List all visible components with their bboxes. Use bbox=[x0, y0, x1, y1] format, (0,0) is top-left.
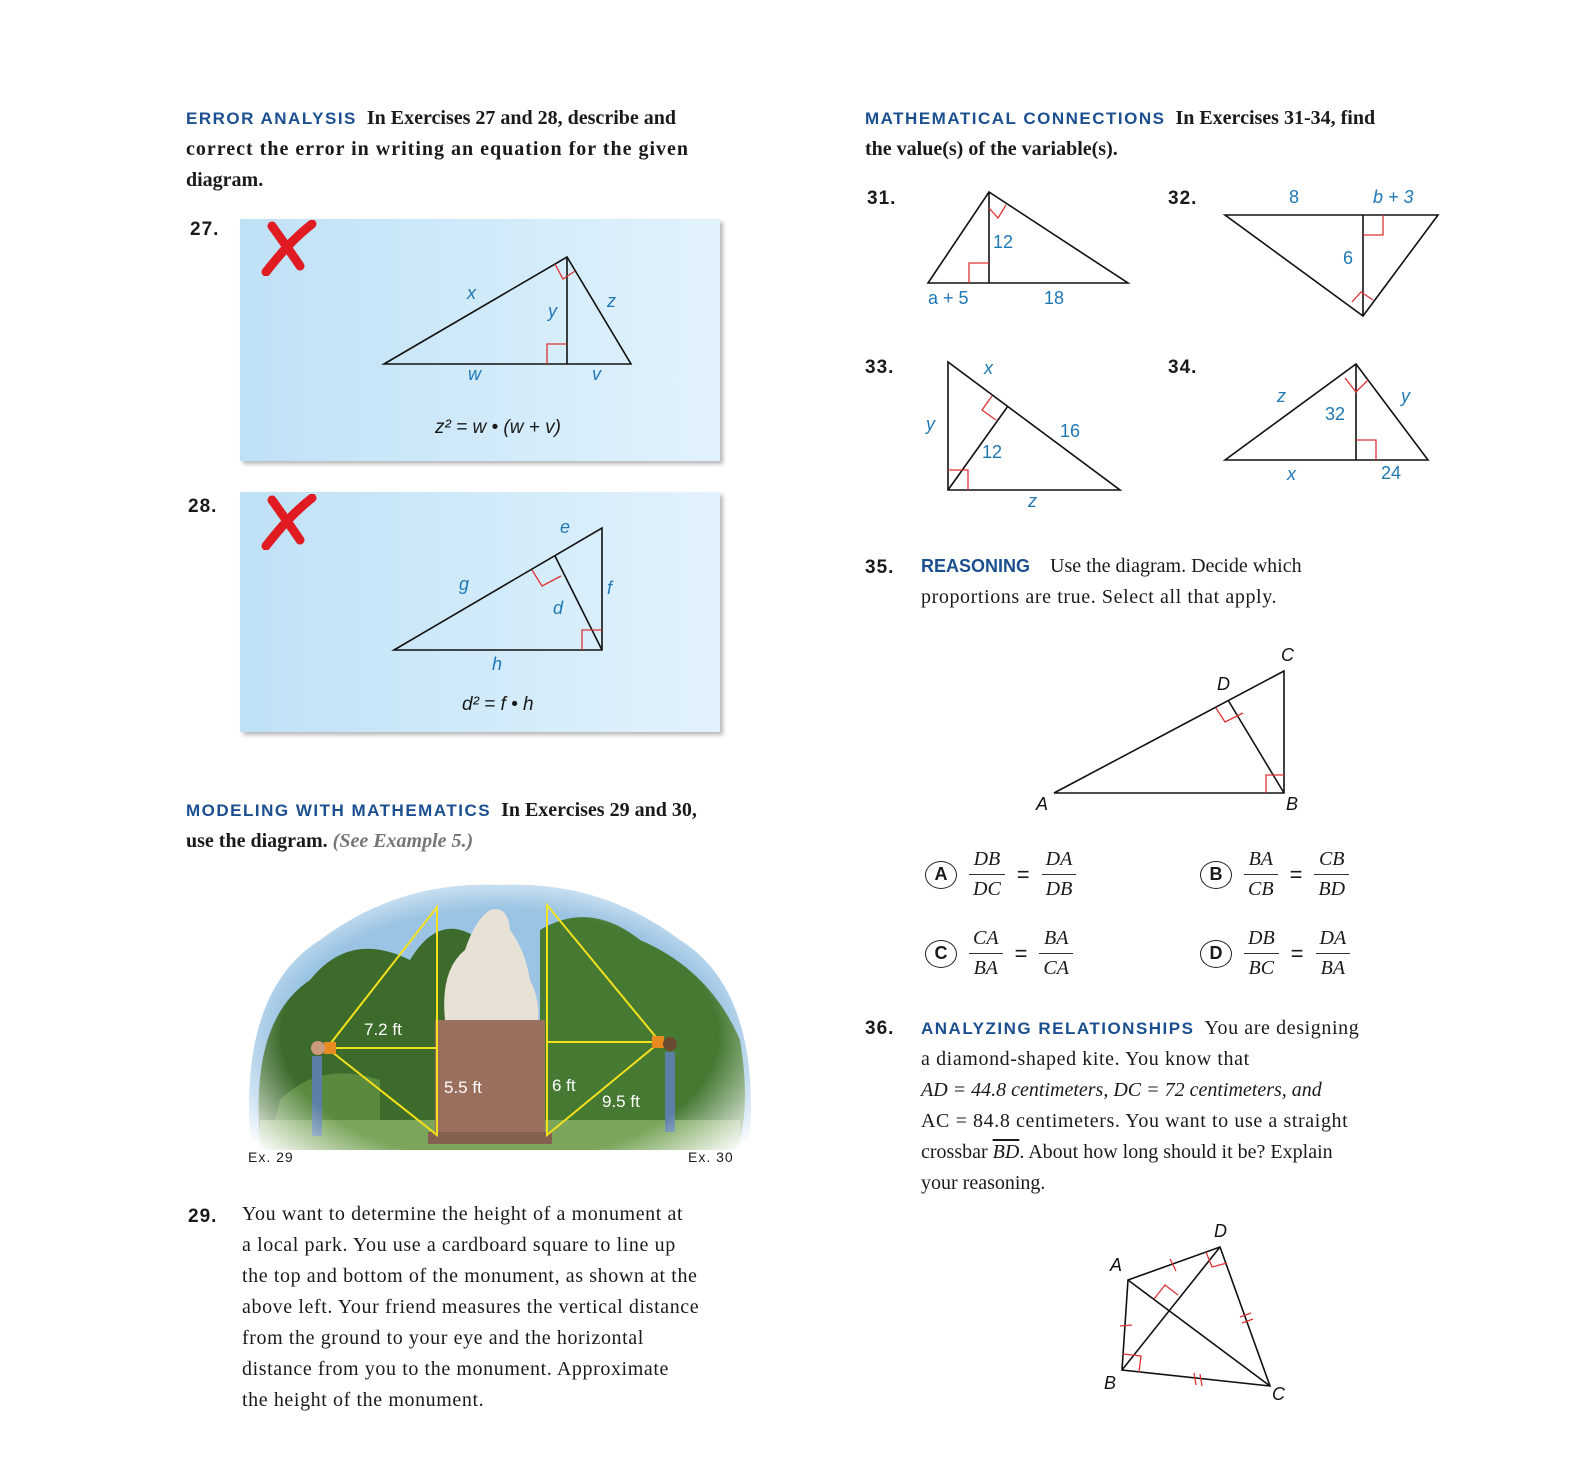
point-a: A bbox=[1110, 1255, 1123, 1275]
equals-sign: = bbox=[1014, 940, 1028, 966]
point-a: A bbox=[1036, 794, 1049, 814]
measure-5-5: 5.5 ft bbox=[444, 1078, 482, 1097]
wrong-x-icon bbox=[258, 494, 318, 550]
choice-d[interactable] bbox=[1200, 927, 1350, 980]
label-b-plus-3: b + 3 bbox=[1373, 187, 1414, 207]
ex36-line4: AC = 84.8 centimeters. You want to use a straight bbox=[921, 1110, 1349, 1132]
label-h: h bbox=[492, 654, 503, 674]
point-d: D bbox=[1217, 674, 1230, 694]
exercise-31-number: 31. bbox=[867, 188, 897, 209]
error-analysis-heading: ERROR ANALYSIS bbox=[186, 109, 357, 128]
point-d: D bbox=[1214, 1221, 1227, 1241]
label-12: 12 bbox=[982, 442, 1003, 462]
math-connections-line1: In Exercises 31-34, find bbox=[1175, 107, 1376, 129]
wrong-x-icon bbox=[258, 220, 318, 276]
monument-illustration bbox=[240, 870, 760, 1170]
exercise-34-number: 34. bbox=[1168, 357, 1198, 378]
label-w: w bbox=[468, 364, 481, 384]
fraction: $\frac{CB}{BD}$ bbox=[1314, 848, 1349, 901]
error-analysis-line3: diagram. bbox=[186, 169, 264, 191]
label-x: x bbox=[467, 283, 476, 303]
choice-b-letter[interactable]: B bbox=[1200, 861, 1232, 889]
label-d: d bbox=[553, 598, 564, 618]
choice-a-letter[interactable]: A bbox=[925, 861, 957, 889]
exercise-32-number: 32. bbox=[1168, 188, 1198, 209]
segment-bd: $\overline{BD}$ bbox=[992, 1141, 1020, 1163]
math-connections-heading: MATHEMATICAL CONNECTIONS bbox=[865, 109, 1166, 128]
exercise-29-number: 29. bbox=[188, 1206, 218, 1227]
exercise-28-equation: d² = f • h bbox=[462, 694, 534, 715]
reasoning-heading: REASONING bbox=[921, 556, 1031, 576]
fraction: $\frac{DB}{DC}$ bbox=[969, 848, 1005, 901]
equals-sign: = bbox=[1289, 861, 1303, 887]
label-6: 6 bbox=[1343, 248, 1354, 268]
exercise-35-text bbox=[921, 551, 1461, 613]
exercise-35-number: 35. bbox=[865, 557, 895, 578]
exercise-27-number: 27. bbox=[190, 219, 220, 240]
label-16: 16 bbox=[1060, 421, 1081, 441]
label-y: y bbox=[548, 301, 557, 321]
measure-6: 6 ft bbox=[552, 1076, 576, 1095]
label-v: v bbox=[592, 364, 601, 384]
math-connections-intro bbox=[865, 103, 1465, 165]
label-z: z bbox=[607, 291, 616, 311]
fraction: $\frac{DA}{BA}$ bbox=[1316, 927, 1351, 980]
measure-9-5: 9.5 ft bbox=[602, 1092, 640, 1111]
choice-b[interactable] bbox=[1200, 848, 1349, 901]
ex29-line: from the ground to your eye and the horizontal bbox=[242, 1327, 644, 1349]
label-g: g bbox=[459, 574, 470, 594]
equals-sign: = bbox=[1016, 861, 1030, 887]
fraction: $\frac{DA}{DB}$ bbox=[1042, 848, 1077, 901]
ex29-line: the height of the monument. bbox=[242, 1389, 485, 1411]
choice-c-letter[interactable]: C bbox=[925, 940, 957, 968]
ex29-line: a local park. You use a cardboard square to line up bbox=[242, 1234, 676, 1256]
label-a-plus-5: a + 5 bbox=[928, 288, 969, 308]
exercise-28-number: 28. bbox=[188, 496, 218, 517]
ex36-line5c: . About how long should it be? Explain bbox=[1019, 1141, 1333, 1163]
ex36-line2: a diamond-shaped kite. You know that bbox=[921, 1048, 1250, 1070]
caption-ex30: Ex. 30 bbox=[688, 1149, 734, 1165]
measure-7-2: 7.2 ft bbox=[364, 1020, 402, 1039]
label-18: 18 bbox=[1044, 288, 1065, 308]
exercise-33-number: 33. bbox=[865, 357, 895, 378]
ex36-line3: AD = 44.8 centimeters, DC = 72 centimeters, and bbox=[921, 1079, 1322, 1101]
label-12: 12 bbox=[993, 232, 1014, 252]
modeling-intro bbox=[186, 795, 806, 857]
exercise-36-kite-diagram bbox=[1090, 1215, 1290, 1405]
ex36-line6: your reasoning. bbox=[921, 1172, 1046, 1194]
ex29-line: distance from you to the monument. Approximate bbox=[242, 1358, 669, 1380]
label-z: z bbox=[1277, 386, 1286, 406]
analyzing-heading: ANALYZING RELATIONSHIPS bbox=[921, 1019, 1195, 1038]
exercise-36-number: 36. bbox=[865, 1018, 895, 1039]
ex36-line5a: crossbar bbox=[921, 1141, 988, 1163]
exercise-32-diagram bbox=[1215, 180, 1455, 325]
monument-photo bbox=[240, 870, 760, 1170]
choice-d-letter[interactable]: D bbox=[1200, 940, 1232, 968]
error-analysis-line1: In Exercises 27 and 28, describe and bbox=[366, 107, 676, 129]
ex35-line2: proportions are true. Select all that apply. bbox=[921, 586, 1278, 608]
fraction: $\frac{BA}{CB}$ bbox=[1244, 848, 1278, 901]
label-z: z bbox=[1028, 491, 1037, 511]
ex35-line1: Use the diagram. Decide which bbox=[1050, 555, 1302, 577]
ex29-line: above left. Your friend measures the vertical distance bbox=[242, 1296, 700, 1318]
exercise-27-equation: z² = w • (w + v) bbox=[435, 417, 561, 438]
label-8: 8 bbox=[1289, 187, 1300, 207]
exercise-35-diagram bbox=[1020, 640, 1320, 820]
label-e: e bbox=[560, 517, 571, 537]
label-32: 32 bbox=[1325, 404, 1346, 424]
fraction: $\frac{BA}{CA}$ bbox=[1039, 927, 1073, 980]
exercise-31-diagram bbox=[900, 180, 1150, 310]
exercise-29-text bbox=[242, 1199, 802, 1416]
choice-c[interactable] bbox=[925, 927, 1073, 980]
label-x: x bbox=[1287, 464, 1296, 484]
point-b: B bbox=[1286, 794, 1299, 814]
fraction: $\frac{CA}{BA}$ bbox=[969, 927, 1003, 980]
ex29-line: You want to determine the height of a monument at bbox=[242, 1203, 684, 1225]
ex29-line: the top and bottom of the monument, as shown at the bbox=[242, 1265, 698, 1287]
label-f: f bbox=[607, 578, 613, 598]
math-connections-line2: the value(s) of the variable(s). bbox=[865, 138, 1118, 160]
caption-ex29: Ex. 29 bbox=[248, 1149, 294, 1165]
exercise-34-diagram bbox=[1215, 350, 1455, 490]
label-24: 24 bbox=[1381, 463, 1402, 483]
modeling-line2: use the diagram. bbox=[186, 830, 328, 852]
point-c: C bbox=[1272, 1384, 1285, 1404]
modeling-heading: MODELING WITH MATHEMATICS bbox=[186, 801, 492, 820]
ex36-line1: You are designing bbox=[1204, 1017, 1360, 1039]
see-example-link[interactable]: (See Example 5.) bbox=[332, 830, 474, 852]
label-y: y bbox=[926, 414, 935, 434]
choice-a[interactable] bbox=[925, 848, 1076, 901]
point-b: B bbox=[1104, 1373, 1117, 1393]
modeling-line1: In Exercises 29 and 30, bbox=[501, 799, 697, 821]
label-x: x bbox=[984, 358, 993, 378]
fraction: $\frac{DB}{BC}$ bbox=[1244, 927, 1279, 980]
label-y: y bbox=[1401, 386, 1410, 406]
exercise-36-text bbox=[921, 1013, 1461, 1199]
error-analysis-line2: correct the error in writing an equation for the given bbox=[186, 138, 690, 160]
error-analysis-intro bbox=[186, 103, 786, 196]
exercise-33-diagram bbox=[910, 350, 1140, 515]
equals-sign: = bbox=[1290, 940, 1304, 966]
point-c: C bbox=[1281, 645, 1294, 665]
